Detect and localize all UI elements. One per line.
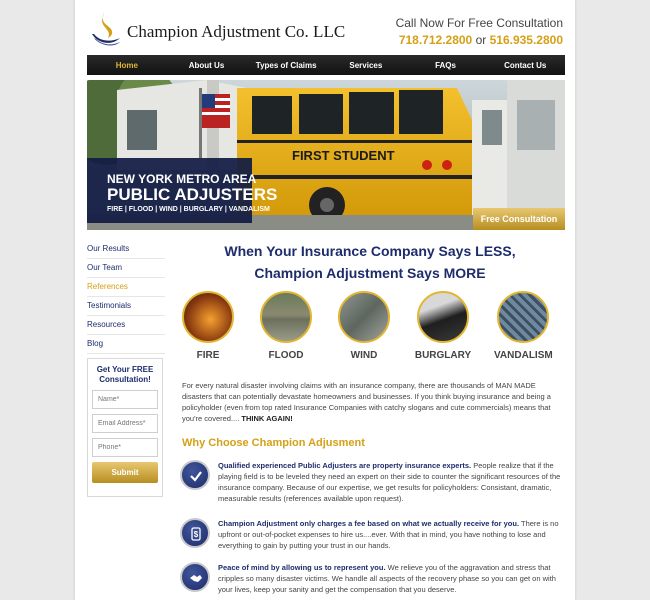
logo-swoosh-icon bbox=[90, 10, 122, 48]
hero-line-1: NEW YORK METRO AREA bbox=[107, 172, 257, 186]
peril-burglary[interactable] bbox=[414, 291, 472, 361]
peril-label: VANDALISM bbox=[494, 350, 553, 361]
nav-about-us[interactable]: About Us bbox=[188, 60, 225, 70]
phone-link-1[interactable]: 718.712.2800 bbox=[398, 33, 473, 47]
peril-wind[interactable] bbox=[335, 291, 393, 361]
peril-label: WIND bbox=[350, 350, 378, 361]
main-nav bbox=[87, 55, 565, 75]
feature-bold: Peace of mind by allowing us to represent you. bbox=[218, 563, 386, 572]
feature-bold: Qualified experienced Public Adjusters are property insurance experts. bbox=[218, 461, 472, 470]
intro-text: For every natural disaster involving claims with an insurance company, there are thousands of MAN MADE disasters that can potentially devastate homeowners and businesses. If you think buying insurance and being a policyholder (even from top rated Insurance Companies with catchy slogans and cute commercials) means that you're covered.... bbox=[182, 381, 551, 423]
email-input[interactable] bbox=[92, 414, 158, 433]
feature-body: There is no upfront or out-of-pocket expenses to hire us....ever. With that in mind, you have nothing to lose and everything to gain by putting your trust in our hands. bbox=[218, 519, 559, 550]
hero-line-2: PUBLIC ADJUSTERS bbox=[107, 185, 278, 204]
why-choose-heading: Why Choose Champion Adjusment bbox=[182, 437, 365, 449]
fire-icon bbox=[182, 291, 234, 343]
checkmark-icon bbox=[180, 460, 210, 490]
headline-line-2: Champion Adjustment Says MORE bbox=[254, 265, 486, 281]
sidebar-item-blog[interactable]: Blog bbox=[87, 335, 165, 354]
nav-types-of-claims[interactable]: Types of Claims bbox=[255, 60, 317, 70]
feature-text bbox=[218, 460, 563, 504]
nav-contact-us[interactable]: Contact Us bbox=[504, 60, 547, 70]
intro-paragraph bbox=[182, 380, 562, 424]
consultation-form bbox=[87, 358, 163, 497]
phone-or: or bbox=[475, 33, 487, 47]
free-consultation-button[interactable]: Free Consultation bbox=[473, 208, 565, 230]
intro-emphasis: THINK AGAIN! bbox=[241, 414, 293, 423]
hero-tagline bbox=[87, 158, 278, 223]
peril-fire[interactable] bbox=[179, 291, 237, 361]
flood-icon bbox=[260, 291, 312, 343]
feature-text bbox=[218, 518, 563, 551]
peril-label: FIRE bbox=[196, 350, 220, 361]
feature-body: People realize that if the playing field is to be leveled they need an expert on their side to counter the significant resources of the insurance company. Because of our expertise, we get results for policyholders: Consistant, dramatic, measurable results (references available upon request). bbox=[218, 461, 561, 503]
sidebar-item-testimonials[interactable]: Testimonials bbox=[87, 297, 165, 316]
hero-line-3: FIRE | FLOOD | WIND | BURGLARY | VANDALISM bbox=[107, 206, 270, 213]
feature-bold: Champion Adjustment only charges a fee based on what we actually receive for you. bbox=[218, 519, 520, 528]
burglary-icon bbox=[417, 291, 469, 343]
form-title: Get Your FREE Consultation! bbox=[96, 365, 154, 384]
phone-numbers bbox=[396, 33, 563, 47]
name-input[interactable] bbox=[92, 390, 158, 409]
peril-icons bbox=[179, 291, 565, 363]
call-label: Call Now For Free Consultation bbox=[395, 16, 563, 30]
sidebar-item-resources[interactable]: Resources bbox=[87, 316, 165, 335]
peril-vandalism[interactable] bbox=[494, 291, 552, 361]
handshake-icon bbox=[180, 562, 210, 592]
wind-icon bbox=[338, 291, 390, 343]
peril-label: FLOOD bbox=[268, 350, 304, 361]
sidebar-nav bbox=[87, 240, 165, 354]
logo-text: Champion Adjustment Co. LLC bbox=[127, 22, 346, 41]
logo[interactable] bbox=[90, 10, 346, 50]
nav-faqs[interactable]: FAQs bbox=[435, 60, 456, 70]
sidebar-item-our-results[interactable]: Our Results bbox=[87, 240, 165, 259]
svg-text:$: $ bbox=[193, 530, 199, 539]
submit-button[interactable]: Submit bbox=[92, 462, 158, 483]
nav-services[interactable]: Services bbox=[349, 60, 383, 70]
sidebar-item-references[interactable]: References bbox=[87, 278, 165, 297]
nav-home[interactable]: Home bbox=[115, 60, 138, 70]
page bbox=[75, 0, 575, 600]
vandalism-icon bbox=[497, 291, 549, 343]
phone-link-2[interactable]: 516.935.2800 bbox=[489, 33, 563, 47]
contact-info bbox=[396, 16, 563, 47]
peril-label: BURGLARY bbox=[414, 350, 472, 361]
feature-body: We relieve you of the aggravation and stress that cripples so many disaster victims. We handle all aspects of the recovery phase so you can get on with your lives, keep your sanity and get the compensation that you deserve. bbox=[218, 563, 556, 594]
headline bbox=[185, 240, 555, 284]
dollar-icon bbox=[180, 518, 210, 548]
phone-input[interactable] bbox=[92, 438, 158, 457]
hero-banner bbox=[87, 80, 565, 230]
headline-line-1: When Your Insurance Company Says LESS, bbox=[224, 243, 516, 259]
sidebar-item-our-team[interactable]: Our Team bbox=[87, 259, 165, 278]
bus-text: FIRST STUDENT bbox=[292, 148, 395, 163]
feature-text bbox=[218, 562, 563, 595]
peril-flood[interactable] bbox=[257, 291, 315, 361]
